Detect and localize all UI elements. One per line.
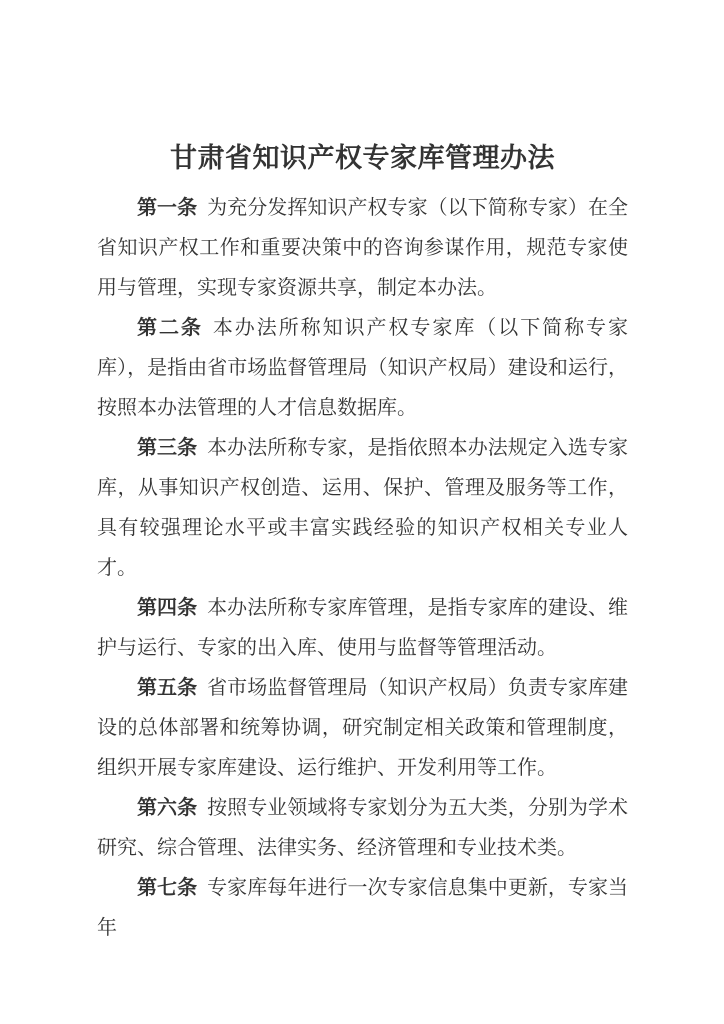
article-text: 按照专业领域将专家划分为五大类，分别为学术研究、综合管理、法律实务、经济管理和专业技术类。 <box>97 797 629 859</box>
article-number: 第一条 <box>137 197 198 219</box>
article-paragraph-4 <box>97 588 628 668</box>
article-paragraph-3 <box>97 428 628 588</box>
article-paragraph-6 <box>97 788 628 868</box>
article-number: 第二条 <box>137 317 203 339</box>
article-paragraph-2 <box>97 308 628 428</box>
document-title: 甘肃省知识产权专家库管理办法 <box>170 143 555 173</box>
article-text: 本办法所称知识产权专家库（以下简称专家库），是指由省市场监督管理局（知识产权局）建设和运行，按照本办法管理的人才信息数据库。 <box>97 317 629 419</box>
article-paragraph-7 <box>97 868 628 948</box>
article-text: 本办法所称专家库管理，是指专家库的建设、维护与运行、专家的出入库、使用与监督等管理活动。 <box>97 597 629 659</box>
article-text: 为充分发挥知识产权专家（以下简称专家）在全省知识产权工作和重要决策中的咨询参谋作用，规范专家使用与管理，实现专家资源共享，制定本办法。 <box>97 197 629 299</box>
article-paragraph-1 <box>97 188 628 308</box>
article-number: 第七条 <box>137 877 198 899</box>
article-text: 本办法所称专家，是指依照本办法规定入选专家库，从事知识产权创造、运用、保护、管理及服务等工作，具有较强理论水平或丰富实践经验的知识产权相关专业人才。 <box>97 437 629 579</box>
article-number: 第四条 <box>137 597 198 619</box>
article-number: 第六条 <box>137 797 198 819</box>
article-text: 专家库每年进行一次专家信息集中更新，专家当年 <box>97 877 629 939</box>
article-paragraph-5 <box>97 668 628 788</box>
article-number: 第五条 <box>137 677 198 699</box>
article-number: 第三条 <box>137 437 198 459</box>
article-text: 省市场监督管理局（知识产权局）负责专家库建设的总体部署和统筹协调，研究制定相关政策和管理制度，组织开展专家库建设、运行维护、开发利用等工作。 <box>97 677 629 779</box>
